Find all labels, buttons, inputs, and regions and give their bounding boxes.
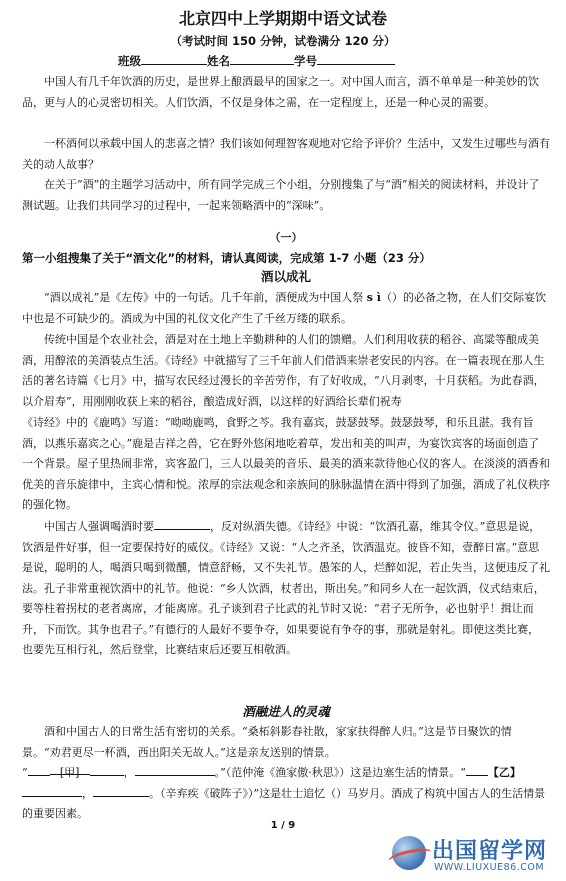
article-2-title: 酒融进人的灵魂 bbox=[242, 704, 330, 719]
intro-paragraph-3: 在关于“酒”的主题学习活动中，所有同学完成三个小组，分别搜集了与“酒”相关的阅读材料，并设计了测试题。让我们共同学习的过程中，一起来领略酒中的“深味”。 bbox=[22, 178, 540, 212]
id-blank[interactable] bbox=[317, 52, 395, 65]
label-yi: 【乙】 bbox=[487, 766, 521, 779]
section-heading: 第一小组搜集了关于“酒文化”的材料，请认真阅读，完成第 1-7 小题（23 分） bbox=[22, 251, 431, 265]
article-paragraph-2: 传统中国是个农业社会，酒是对在土地上辛勤耕种的人们的馈赠。人们利用收获的稻谷、高粱等酿成美酒，用醇浓的美酒装点生活。《诗经》中就描写了三千年前人们借酒来崇老安民的内容。在一篇表现在那人生活的著名诗篇《七月》中，描写农民经过漫长的辛苦劳作，有了好收成，“八月剥枣，十月获稻。为此春酒，以介眉寿”，用刚刚收获上来的稻谷，酿造成好酒，以这样的好酒给长辈们祝寿 bbox=[22, 333, 545, 408]
article-2-paragraph-2: “ [甲] ， 。”（范仲淹《渔家傲·秋思》）这是边塞生活的情景。“ 【乙】， 。（辛弃疾《破阵子》）”这是壮士追忆（）马岁月。酒成了构筑中国古人的生活情景的重要因素。 bbox=[22, 763, 550, 825]
intro-paragraph-2: 一杯酒何以承载中国人的悲喜之情？我们该如何理智客观地对它给予评价？生活中，又发生过哪些与酒有关的动人故事？ bbox=[22, 137, 550, 171]
site-watermark bbox=[392, 832, 560, 878]
blank-jia-2[interactable] bbox=[135, 764, 215, 776]
name-blank[interactable] bbox=[230, 52, 294, 65]
article-title: 酒以成礼 bbox=[260, 269, 311, 284]
name-label: 姓名 bbox=[207, 54, 230, 68]
id-label: 学号 bbox=[294, 54, 317, 68]
student-info-fields bbox=[118, 52, 395, 69]
section-number: （一） bbox=[269, 231, 303, 244]
blank-jia[interactable]: [甲] bbox=[50, 763, 90, 775]
article-paragraph-3: 《诗经》中的《鹿鸣》写道：“呦呦鹿鸣，食野之芩。我有嘉宾，鼓瑟鼓琴。鼓瑟鼓琴，和乐且湛。我有旨酒，以燕乐嘉宾之心。”鹿是吉祥之兽，它在野外悠闲地吃着草，发出和美的叫声，为宴饮宾客的场面创造了一个背景。屋子里热闹非常，宾客盈门，三人以最美的音乐、最美的酒来款待他心仪的客人。在淡淡的酒香和优美的音乐旋律中，主宾心情和悦。浓厚的宗法观念和亲族间的脉脉温情在酒中得到了加强，酒成了礼仪秩序的强化物。 bbox=[22, 416, 550, 511]
article-2-paragraph-1: 酒和中国古人的日常生活有密切的关系。“桑柘斜影春社散，家家扶得醉人归。”这是节日聚饮的情景。“劝君更尽一杯酒，西出阳关无故人。”这是亲友送别的情景。 bbox=[22, 725, 512, 759]
page-number: 1 / 9 bbox=[270, 820, 296, 831]
intro-paragraph-1: 中国人有几千年饮酒的历史，是世界上酿酒最早的国家之一。对中国人而言，酒不单单是一种美妙的饮品，更与人的心灵密切相关。人们饮酒，不仅是身体之需，在一定程度上，还是一种心灵的需要。 bbox=[22, 75, 539, 109]
blank-yi-2[interactable] bbox=[93, 785, 149, 797]
blank-yi-a[interactable] bbox=[466, 764, 488, 776]
watermark-name: 出国留学网 bbox=[432, 839, 548, 864]
class-blank[interactable] bbox=[141, 52, 207, 65]
answer-blank-1[interactable] bbox=[154, 518, 210, 530]
pinyin-si: s ì bbox=[366, 291, 381, 304]
article-paragraph-1: “酒以成礼”是《左传》中的一句话。几千年前，酒便成为中国人祭 s ì（）的必备之物，在人们交际宴饮中也是不可缺少的。酒成为中国的礼仪文化产生了千丝万缕的联系。 bbox=[22, 291, 546, 325]
article-paragraph-4: 中国古人强调喝酒时要 ，反对纵酒失德。《诗经》中说：“饮酒孔嘉，维其令仪。”意思是说，饮酒是件好事，但一定要保持好的威仪。《诗经》又说：“人之齐圣，饮酒温克。彼昏不知，壹醉日富。”意思是说，聪明的人，喝酒只喝到微醺，情意舒畅，又不失礼节。愚笨的人，烂醉如泥，若止失当，这便违反了礼法。孔子非常重视饮酒中的礼节。他说：“乡人饮酒，杖者出，斯出矣。”和同乡人在一起饮酒，仪式结束后，要等柱着拐杖的老者离席，才能离席。孔子谈到君子比武的礼节时又说：“君子无所争，必也射乎！揖让而升，下而饮。其争也君子。”有德行的人最好不要争夺，如果要说有争夺的事，那就是射礼。即使这类比赛，也要先互相行礼，然后登堂，比赛结束后还要互相敬酒。 bbox=[22, 520, 550, 656]
class-label: 班级 bbox=[118, 54, 141, 68]
exam-subtitle: （考试时间 150 分钟，试卷满分 120 分） bbox=[170, 34, 396, 48]
exam-title: 北京四中上学期期中语文试卷 bbox=[178, 9, 387, 28]
watermark-url: WWW.LIUXUE86.COM bbox=[434, 862, 545, 873]
blank-yi-1[interactable] bbox=[22, 785, 82, 797]
